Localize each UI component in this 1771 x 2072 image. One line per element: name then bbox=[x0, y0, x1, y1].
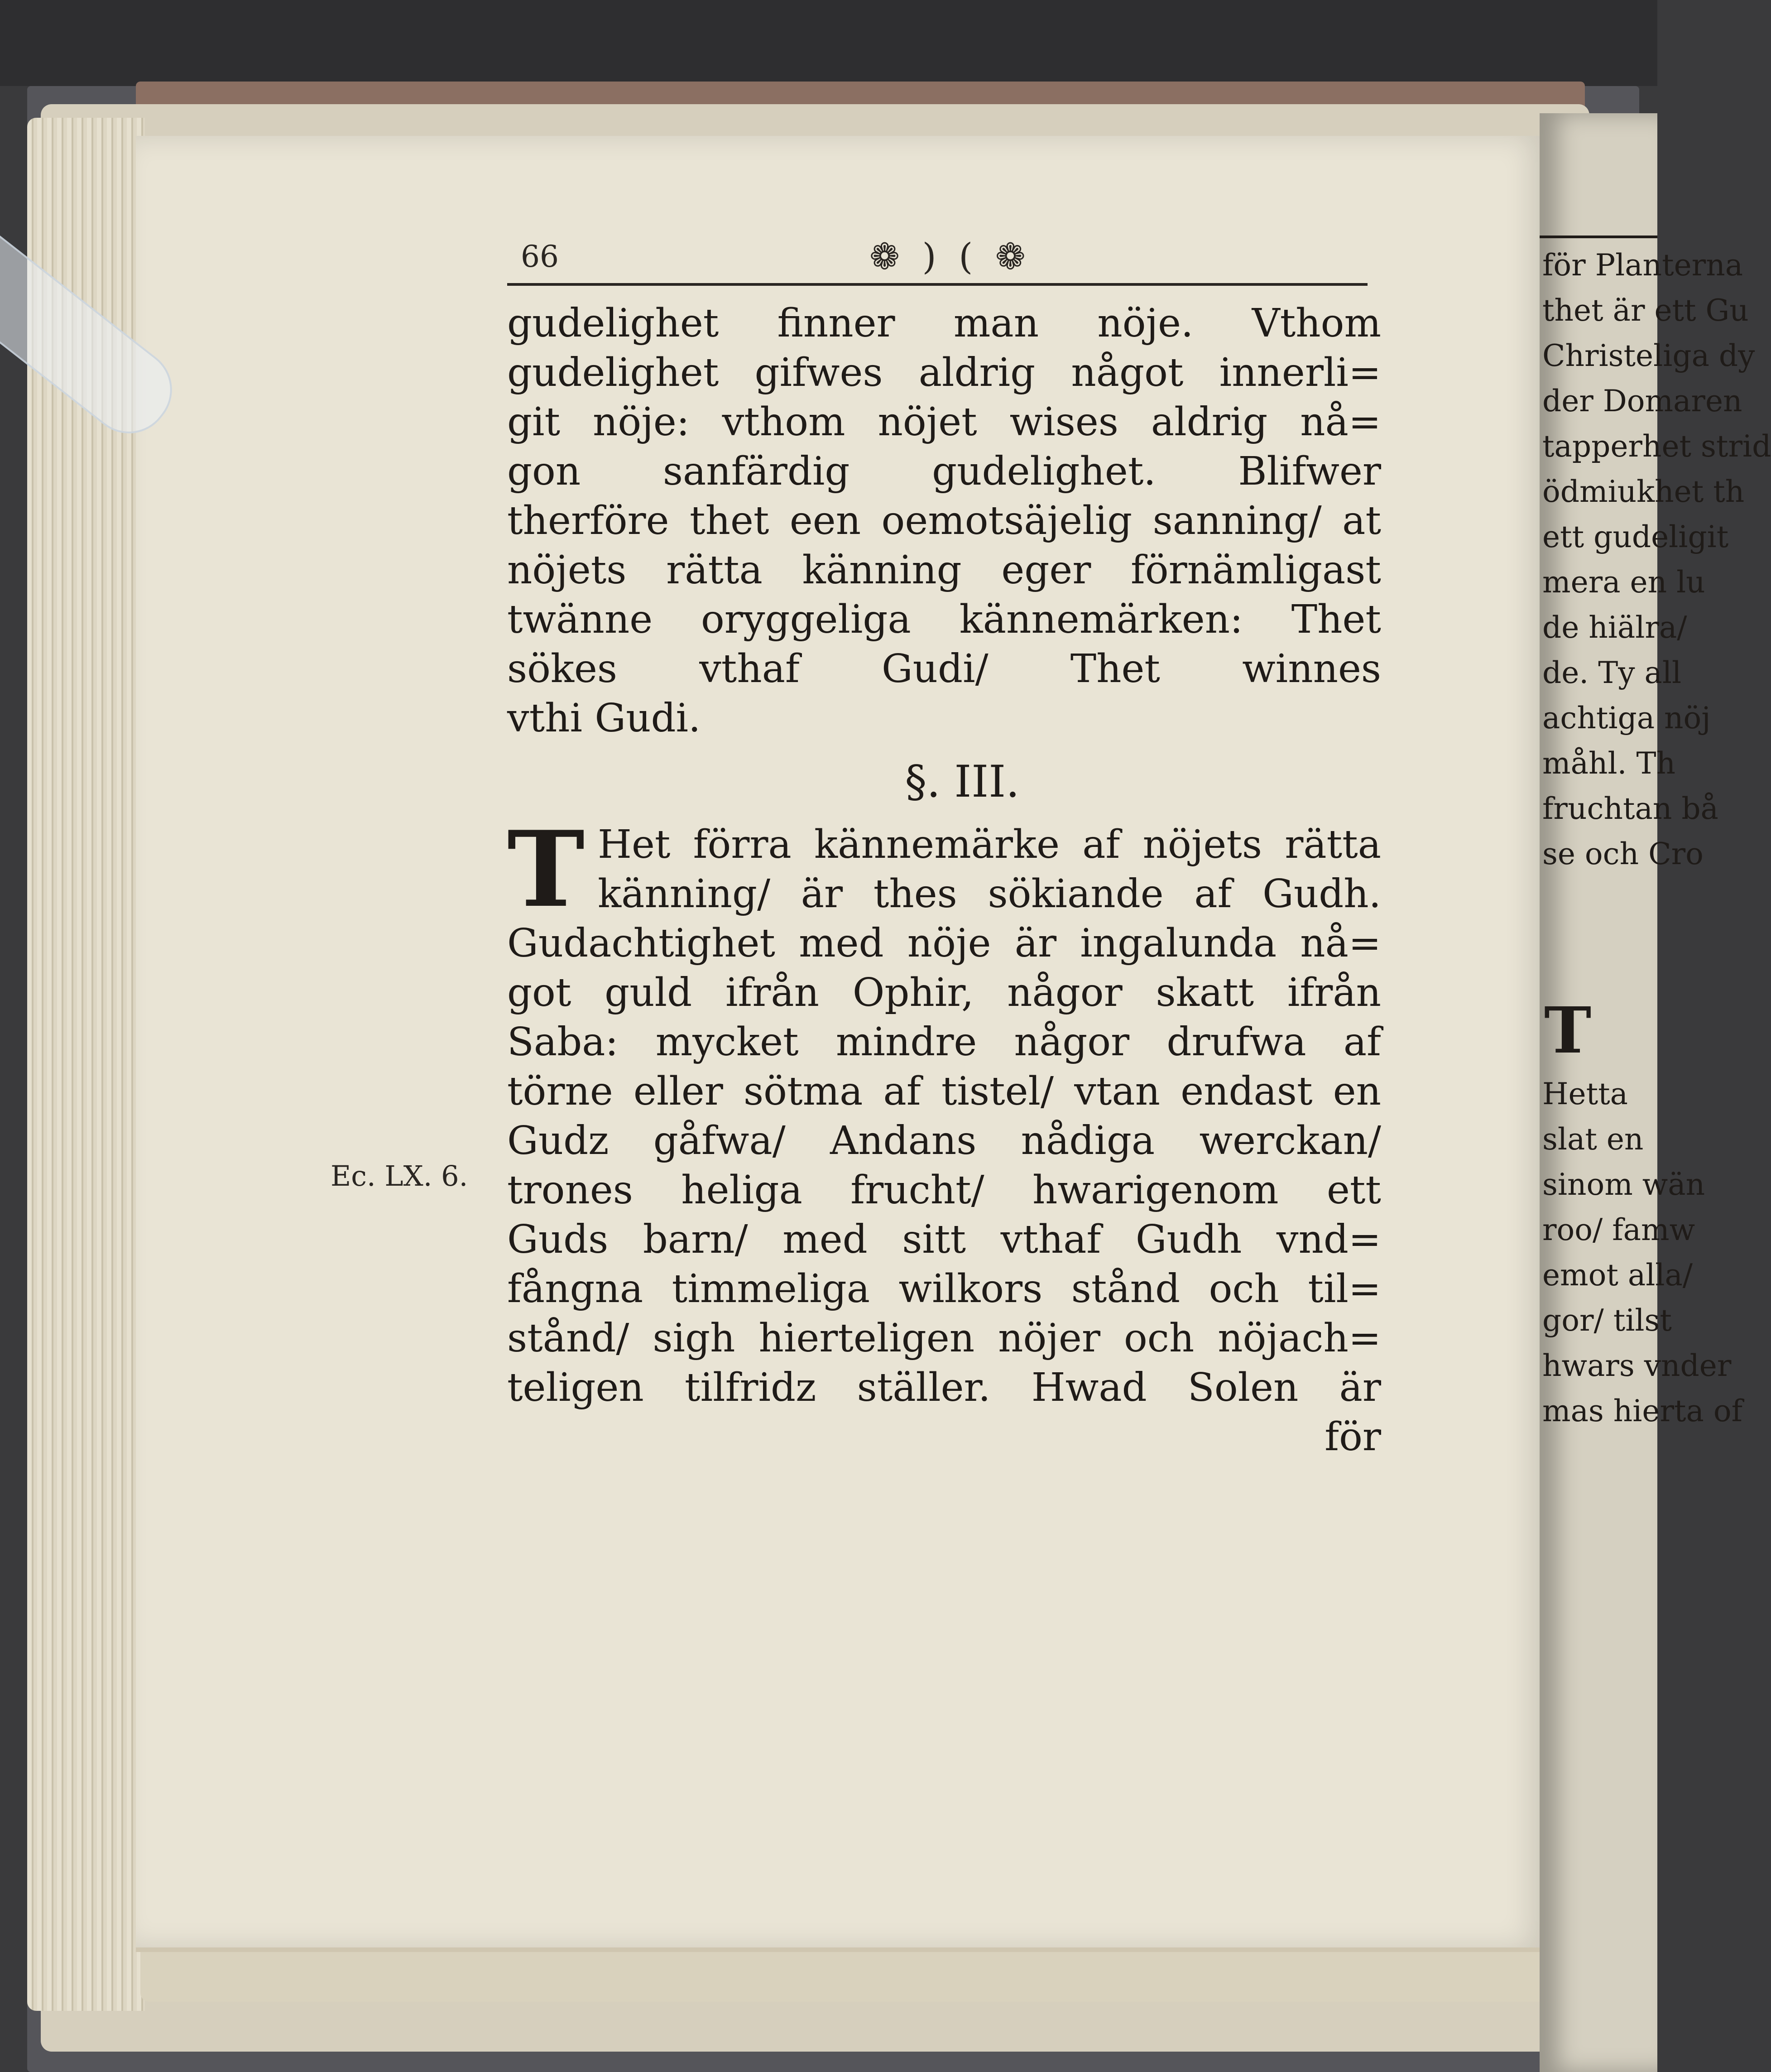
right-page-line: ödmiukhet th bbox=[1542, 474, 1745, 509]
text-line: Gudachtighet med nöje är ingalunda nå= bbox=[507, 921, 1381, 966]
right-page bbox=[1540, 113, 1771, 2072]
right-page-line: se och Cro bbox=[1542, 836, 1704, 871]
catchword: för bbox=[1325, 1414, 1381, 1460]
text-line: fångna timmeliga wilkors stånd och til= bbox=[507, 1266, 1381, 1312]
right-page-line: hwars vnder bbox=[1542, 1348, 1732, 1383]
text-line: therföre thet een oemotsäjelig sanning/ at bbox=[507, 498, 1381, 543]
right-page-line: ett gudeligit bbox=[1542, 519, 1729, 554]
margin-reference: Ec. LX. 6. bbox=[331, 1159, 468, 1192]
right-page-line: slat en bbox=[1542, 1122, 1644, 1157]
right-page-line: gor/ tilst bbox=[1542, 1303, 1672, 1338]
text-line: gudelighet finner man nöje. Vthom bbox=[507, 301, 1381, 346]
text-line: git nöje: vthom nöjet wises aldrig nå= bbox=[507, 399, 1381, 445]
page-number: 66 bbox=[521, 239, 559, 274]
right-page-line: fruchtan bå bbox=[1542, 791, 1718, 826]
right-page-line: emot alla/ bbox=[1542, 1258, 1693, 1293]
right-page-line: de hiälra/ bbox=[1542, 610, 1687, 645]
section-heading: §. III. bbox=[905, 756, 1020, 807]
drop-cap-paragraph bbox=[507, 808, 1381, 931]
drop-cap: T bbox=[507, 808, 585, 931]
scan-background-top bbox=[0, 0, 1657, 86]
text-line: nöjets rätta känning eger förnämligast bbox=[507, 548, 1381, 593]
main-text bbox=[507, 299, 1381, 1462]
right-page-line: mas hierta of bbox=[1542, 1394, 1743, 1428]
right-page-line: tapperhet strid bbox=[1542, 429, 1771, 464]
header-rule bbox=[507, 283, 1368, 290]
right-page-line: sinom wän bbox=[1542, 1167, 1705, 1202]
text-line: vthi Gudi. bbox=[507, 696, 701, 741]
right-page-line: achtiga nöj bbox=[1542, 701, 1711, 736]
text-line: Saba: mycket mindre någor drufwa af bbox=[507, 1019, 1381, 1065]
text-line: Het förra kännemärke af nöjets rätta bbox=[598, 822, 1381, 867]
right-page-line: Christeliga dy bbox=[1542, 338, 1755, 373]
text-line: trones heliga frucht/ hwarigenom ett bbox=[507, 1168, 1381, 1213]
right-page-line: thet är ett Gu bbox=[1542, 293, 1749, 328]
right-page-line: Hetta bbox=[1542, 1077, 1628, 1111]
right-page-line: roo/ famw bbox=[1542, 1212, 1695, 1247]
text-line: Gudz gåfwa/ Andans nådiga werckan/ bbox=[507, 1118, 1381, 1163]
text-line: gon sanfärdig gudelighet. Blifwer bbox=[507, 449, 1381, 494]
right-page-line: måhl. Th bbox=[1542, 746, 1676, 781]
text-line: stånd/ sigh hierteligen nöjer och nöjach= bbox=[507, 1316, 1381, 1361]
text-line: twänne oryggeliga kännemärken: Thet bbox=[507, 597, 1381, 642]
text-line: gudelighet gifwes aldrig något innerli= bbox=[507, 350, 1381, 395]
text-line: sökes vthaf Gudi/ Thet winnes bbox=[507, 646, 1381, 692]
right-page-rule bbox=[1540, 236, 1657, 238]
right-page-line: der Domaren bbox=[1542, 384, 1742, 418]
right-page-line: de. Ty all bbox=[1542, 655, 1682, 690]
right-page-drop-cap: T bbox=[1544, 994, 1592, 1068]
text-line: teligen tilfridz ställer. Hwad Solen är bbox=[507, 1365, 1381, 1410]
text-line: känning/ är thes sökiande af Gudh. bbox=[598, 871, 1381, 917]
page-header bbox=[507, 231, 1368, 290]
right-page-line: mera en lu bbox=[1542, 565, 1705, 600]
text-line: got guld ifrån Ophir, någor skatt ifrån bbox=[507, 970, 1381, 1015]
header-ornament: ❁ ) ( ❁ bbox=[869, 236, 1031, 278]
text-line: törne eller sötma af tistel/ vtan endast en bbox=[507, 1069, 1381, 1114]
text-line: Guds barn/ med sitt vthaf Gudh vnd= bbox=[507, 1217, 1381, 1262]
right-page-line: för Planterna bbox=[1542, 248, 1743, 283]
